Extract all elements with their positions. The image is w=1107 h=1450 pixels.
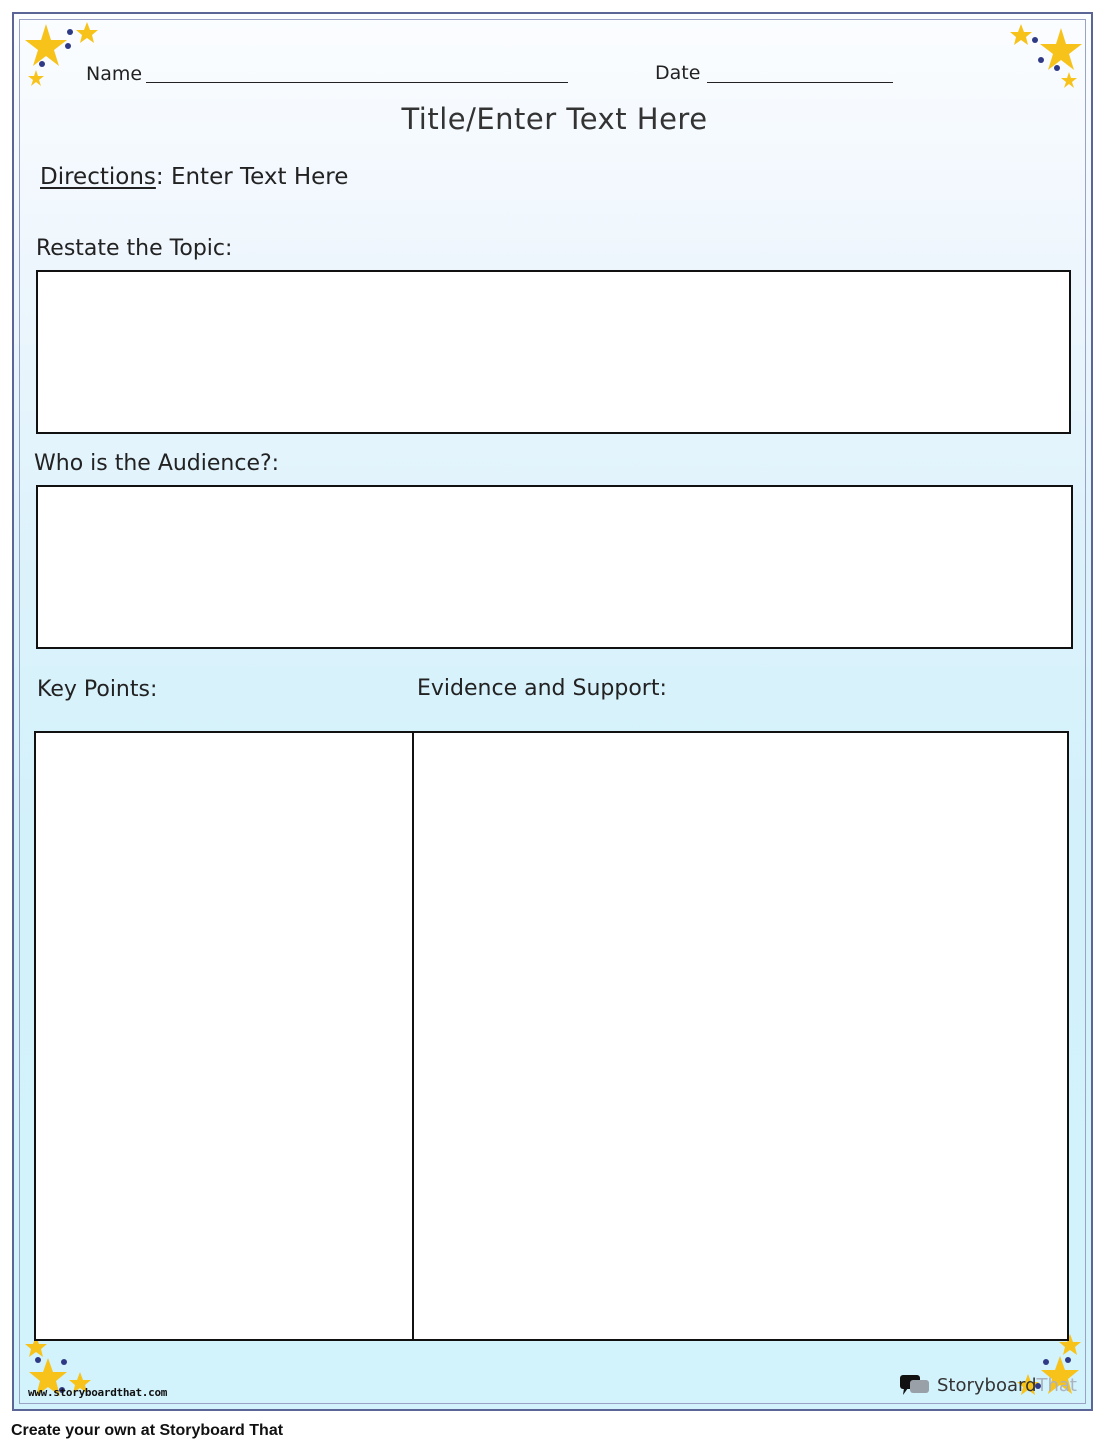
star-cluster-icon bbox=[20, 18, 100, 98]
topic-label: Restate the Topic: bbox=[36, 236, 233, 261]
date-label: Date bbox=[655, 62, 701, 84]
star-cluster-icon bbox=[1008, 1330, 1088, 1410]
topic-box[interactable] bbox=[36, 270, 1071, 434]
date-field[interactable] bbox=[707, 82, 893, 83]
directions[interactable] bbox=[40, 164, 348, 190]
storyboard-logo-icon bbox=[899, 1373, 931, 1397]
audience-label: Who is the Audience?: bbox=[34, 451, 280, 476]
star-cluster-icon bbox=[22, 1332, 102, 1412]
storyboard-brand[interactable] bbox=[899, 1373, 1077, 1397]
directions-text: Enter Text Here bbox=[163, 164, 349, 190]
star-cluster-icon bbox=[1007, 20, 1087, 100]
audience-box[interactable] bbox=[36, 485, 1073, 649]
name-label: Name bbox=[86, 63, 143, 85]
directions-label: Directions bbox=[40, 164, 156, 190]
worksheet-page bbox=[12, 12, 1093, 1411]
key-points-box[interactable] bbox=[34, 731, 415, 1341]
evidence-label: Evidence and Support: bbox=[417, 676, 667, 701]
footer-caption[interactable]: Create your own at Storyboard That bbox=[11, 1422, 284, 1439]
name-field[interactable] bbox=[146, 82, 568, 83]
footer-url[interactable]: www.storyboardthat.com bbox=[28, 1386, 168, 1399]
directions-separator: : bbox=[155, 164, 164, 190]
key-points-label: Key Points: bbox=[37, 677, 158, 702]
evidence-box[interactable] bbox=[412, 731, 1069, 1341]
brand-name bbox=[937, 1375, 1077, 1396]
brand-suffix: That bbox=[1036, 1374, 1077, 1396]
page-title[interactable]: Title/Enter Text Here bbox=[401, 102, 708, 136]
brand-main: Storyboard bbox=[936, 1374, 1037, 1396]
